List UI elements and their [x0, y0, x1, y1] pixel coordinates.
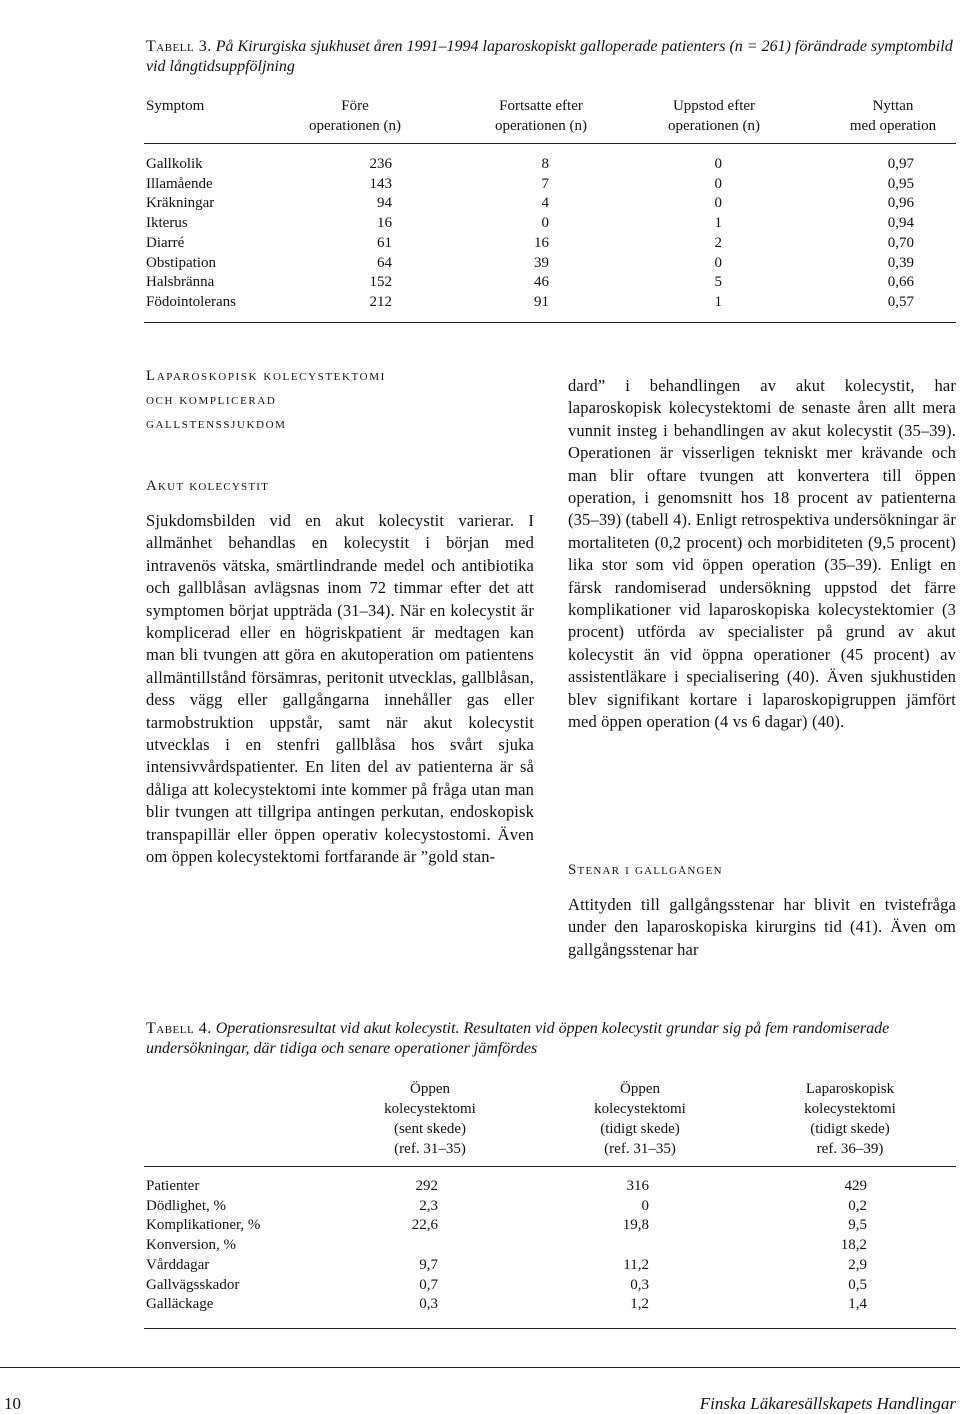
t4-col1-line1: Öppen: [410, 1081, 450, 1097]
t3-header-nyttan: [830, 96, 956, 136]
t3-cell-symptom: Födointolerans: [146, 293, 236, 310]
t4-cell-c2: 316: [626, 1178, 649, 1194]
table-row: [146, 1177, 867, 1197]
t3-cell-upp: 0: [714, 254, 722, 271]
t3-bottom-rule: [144, 322, 956, 323]
right-column-text: [568, 375, 956, 734]
t3-cell-upp: 0: [714, 156, 722, 172]
left-column-text: [146, 510, 534, 869]
t3-cell-nyt: 0,66: [887, 274, 914, 291]
t3-cell-fore: 16: [377, 215, 392, 232]
t4-col2-line1: Öppen: [620, 1081, 660, 1097]
table-row: [146, 254, 914, 274]
t4-col1-line2: kolecystektomi: [384, 1101, 476, 1117]
t3-header-fort-line1: Fortsatte efter: [499, 98, 583, 114]
t4-col2-line3: (tidigt skede): [600, 1121, 680, 1137]
t3-header-nyt-line1: Nyttan: [872, 98, 914, 114]
journal-name: Finska Läkaresällskapets Handlingar: [699, 1394, 956, 1413]
t4-header-rule: [144, 1166, 956, 1167]
table-row: [146, 155, 914, 175]
t3-cell-fort: 16: [534, 234, 549, 251]
t3-cell-nyt: 0,94: [887, 215, 914, 232]
table3-caption: [146, 37, 958, 77]
t4-cell-c2: 11,2: [623, 1256, 649, 1273]
right-column-text-2: [568, 894, 956, 961]
t4-cell-label: Konversion, %: [146, 1237, 236, 1254]
t3-cell-symptom: Obstipation: [146, 254, 216, 271]
t3-cell-fore: 236: [369, 156, 392, 172]
t3-cell-nyt: 0,96: [887, 195, 914, 212]
t4-cell-c1: 2,3: [419, 1197, 438, 1214]
t3-cell-nyt: 0,70: [887, 234, 914, 251]
table-row: [146, 1216, 867, 1236]
t3-header-rule: [144, 143, 956, 144]
t4-cell-c1: 0,7: [419, 1276, 438, 1293]
t3-cell-upp: 1: [714, 215, 722, 232]
t4-cell-c3: 2,9: [848, 1256, 867, 1273]
t3-header-upp-line1: Uppstod efter: [672, 98, 756, 114]
t3-cell-fort: 8: [541, 156, 549, 172]
t4-cell-c1: 22,6: [411, 1217, 438, 1234]
t3-cell-fore: 212: [369, 293, 392, 310]
left-paragraph: Sjukdomsbilden vid en akut kolecystit varierar. I allmänhet behandlas en kolecystit i början med intravenös vätska, smärtlindrande medel och antibiotika och gallblåsan avlägsnas inom 72 timmar efter det att symptomen börjat uppträda (31–34). När en kolecystit är komplicerad eller en högriskpatient är medtagen kan man bli tvungen att göra en akutoperation om patientens allmäntillstånd försämras, peritonit utvecklas, gallblåsan, dess vägg eller gallgångarna innehåller gas eller tarmobstruktion uppstår, samt när akut kolecystit utvecklas i en stenfri gallblåsa hos svårt sjuka intensivvårdspatienter. En liten del av patienterna är så dåliga att kolecystektomi inte kommer på fråga utan man blir tvungen att tillgripa antingen perkutan, endoskopisk transpapillär eller öppen operativ kolecystostomi. Även om öppen kolecystektomi fortfarande är ”gold stan-: [146, 511, 534, 867]
t4-bottom-rule: [144, 1328, 956, 1329]
table-row: [146, 1197, 867, 1217]
t4-header-col2: [560, 1079, 720, 1159]
t4-cell-c2: 0,3: [630, 1276, 649, 1293]
t3-cell-fore: 61: [377, 234, 392, 251]
t4-cell-label: Dödlighet, %: [146, 1197, 226, 1214]
t3-cell-upp: 1: [714, 293, 722, 310]
t3-header-fore-line1: Före: [341, 98, 369, 114]
table-row: [146, 1236, 867, 1256]
t4-col3-line4: ref. 36–39): [816, 1141, 884, 1157]
t4-cell-label: Patienter: [146, 1178, 200, 1194]
t3-cell-symptom: Kräkningar: [146, 195, 215, 212]
t4-cell-label: Vårddagar: [146, 1256, 210, 1273]
t3-cell-nyt: 0,57: [887, 293, 914, 310]
t3-cell-upp: 0: [714, 195, 722, 212]
table4-caption: [146, 1019, 958, 1059]
right-paragraph-2: Attityden till gallgångsstenar har blivit en tvistefråga under den laparoskopiska kirurgins tid (41). Även om gallgångsstenar har: [568, 895, 956, 959]
t3-header-fore: [290, 96, 420, 136]
table4-label: Tabell 4.: [146, 1020, 212, 1037]
t4-col1-line4: (ref. 31–35): [394, 1141, 466, 1157]
t4-col3-line1: Laparoskopisk: [805, 1081, 895, 1097]
table-row: [146, 1276, 867, 1296]
section-heading-line2: och komplicerad: [146, 392, 277, 408]
t4-cell-c1: 292: [415, 1178, 438, 1194]
t3-cell-fort: 0: [541, 215, 549, 232]
table3-body: [146, 155, 914, 313]
t4-cell-c3: 0,2: [848, 1197, 867, 1214]
right-paragraph: dard” i behandlingen av akut kolecystit, har laparoskopisk kolecystektomi de senaste åren allt mera vunnit insteg i behandlingen av akut kolecystit (35–39). Operationen är visserligen tekniskt mer krävande och man blir oftare tvungen att konvertera till öppen operation, i genomsnitt hos 18 procent av patienterna (35–39) (tabell 4). Enligt retrospektiva undersökningar är mortaliteten (0,2 procent) och morbiditeten (9,5 procent) lika stor som vid öppen operation (35–39). Enligt en färsk randomiserad undersökning uppstod det färre komplikationer vid laparoskopiska kolecystektomier (3 procent) utförda av specialister på grund av akut kolecystit än vid öppna operationer (45 procent) av assistentläkare i specialisering (40). Även sjukhustiden blev signifikant kortare i laparoskopigruppen jämfört med öppen operation (4 vs 6 dagar) (40).: [568, 376, 956, 732]
page-number: 10: [4, 1394, 21, 1413]
table-row: [146, 234, 914, 254]
t4-cell-c2: 0: [641, 1197, 649, 1214]
t4-cell-c1: [346, 1236, 438, 1256]
t4-cell-c2: 19,8: [622, 1217, 649, 1234]
t3-header-nyt-line2: med operation: [849, 118, 937, 134]
t4-col3-line2: kolecystektomi: [804, 1101, 896, 1117]
footer-rule: [0, 1367, 960, 1368]
section-heading-line1: Laparoskopisk kolecystektomi: [146, 368, 386, 384]
t4-cell-c3: 1,4: [848, 1296, 867, 1313]
t3-cell-upp: 5: [714, 274, 722, 291]
t3-cell-fort: 7: [541, 175, 549, 192]
t3-cell-fort: 46: [534, 274, 549, 291]
t3-cell-fore: 152: [369, 274, 392, 291]
section-heading-line3: gallstenssjukdom: [146, 416, 287, 432]
t3-header-fortsatte: [470, 96, 612, 136]
table-row: [146, 273, 914, 293]
t4-col1-line3: (sent skede): [393, 1121, 467, 1137]
t3-header-fore-line2: operationen (n): [308, 118, 402, 134]
t3-cell-upp: 0: [714, 175, 722, 192]
t4-cell-c3: 9,5: [848, 1217, 867, 1234]
t3-cell-fort: 91: [534, 293, 549, 310]
table3-caption-text: På Kirurgiska sjukhuset åren 1991–1994 laparoskopiskt galloperade patienters (n = 261) förändrade symptombild vid långtidsuppföljning: [146, 38, 953, 75]
t4-col3-line3: (tidigt skede): [810, 1121, 890, 1137]
table-row: [146, 214, 914, 234]
t4-cell-label: Gallvägsskador: [146, 1276, 240, 1293]
t4-cell-c2: [438, 1236, 649, 1256]
subheading-stenar: Stenar i gallgången: [568, 862, 723, 878]
t3-cell-symptom: Gallkolik: [146, 156, 203, 172]
table4-caption-text: Operationsresultat vid akut kolecystit. Resultaten vid öppen kolecystit grundar sig på fem randomiserade undersökningar, där tidiga och senare operationer jämfördes: [146, 1020, 890, 1057]
t4-cell-c3: 429: [844, 1178, 867, 1194]
subheading-akut-kolecystit: Akut kolecystit: [146, 478, 270, 494]
table-row: [146, 1256, 867, 1276]
t3-cell-symptom: Halsbränna: [146, 274, 215, 291]
t4-cell-c3: 18,2: [840, 1237, 867, 1254]
t3-header-upp-line2: operationen (n): [667, 118, 761, 134]
t4-header-col3: [770, 1079, 930, 1159]
t4-cell-label: Komplikationer, %: [146, 1217, 261, 1234]
t3-cell-upp: 2: [714, 234, 722, 251]
t3-cell-fore: 64: [377, 254, 392, 271]
t3-header-fort-line2: operationen (n): [494, 118, 588, 134]
t4-cell-label: Galläckage: [146, 1296, 214, 1313]
t3-cell-symptom: Illamående: [146, 175, 213, 192]
t3-cell-nyt: 0,97: [887, 156, 914, 172]
t3-cell-fort: 39: [534, 254, 549, 271]
table4-body: [146, 1177, 867, 1315]
table-row: [146, 175, 914, 195]
t3-cell-fore: 94: [377, 195, 392, 212]
table-row: [146, 194, 914, 214]
t4-col2-line2: kolecystektomi: [594, 1101, 686, 1117]
t3-header-symptom: Symptom: [146, 98, 205, 114]
t3-cell-nyt: 0,39: [887, 254, 914, 271]
t3-cell-symptom: Ikterus: [146, 215, 188, 232]
t4-header-col1: [350, 1079, 510, 1159]
table3-label: Tabell 3.: [146, 38, 212, 55]
t4-cell-c1: 0,3: [419, 1296, 438, 1313]
t3-cell-symptom: Diarré: [146, 234, 185, 251]
t4-cell-c2: 1,2: [630, 1296, 649, 1313]
t3-cell-nyt: 0,95: [887, 175, 914, 192]
table-row: [146, 293, 914, 313]
t4-cell-c1: 9,7: [419, 1256, 438, 1273]
t3-cell-fort: 4: [541, 195, 549, 212]
t3-header-uppstod: [643, 96, 785, 136]
t3-cell-fore: 143: [369, 175, 392, 192]
t4-col2-line4: (ref. 31–35): [604, 1141, 676, 1157]
t4-cell-c3: 0,5: [848, 1276, 867, 1293]
section-heading: [146, 364, 546, 436]
table-row: [146, 1295, 867, 1315]
